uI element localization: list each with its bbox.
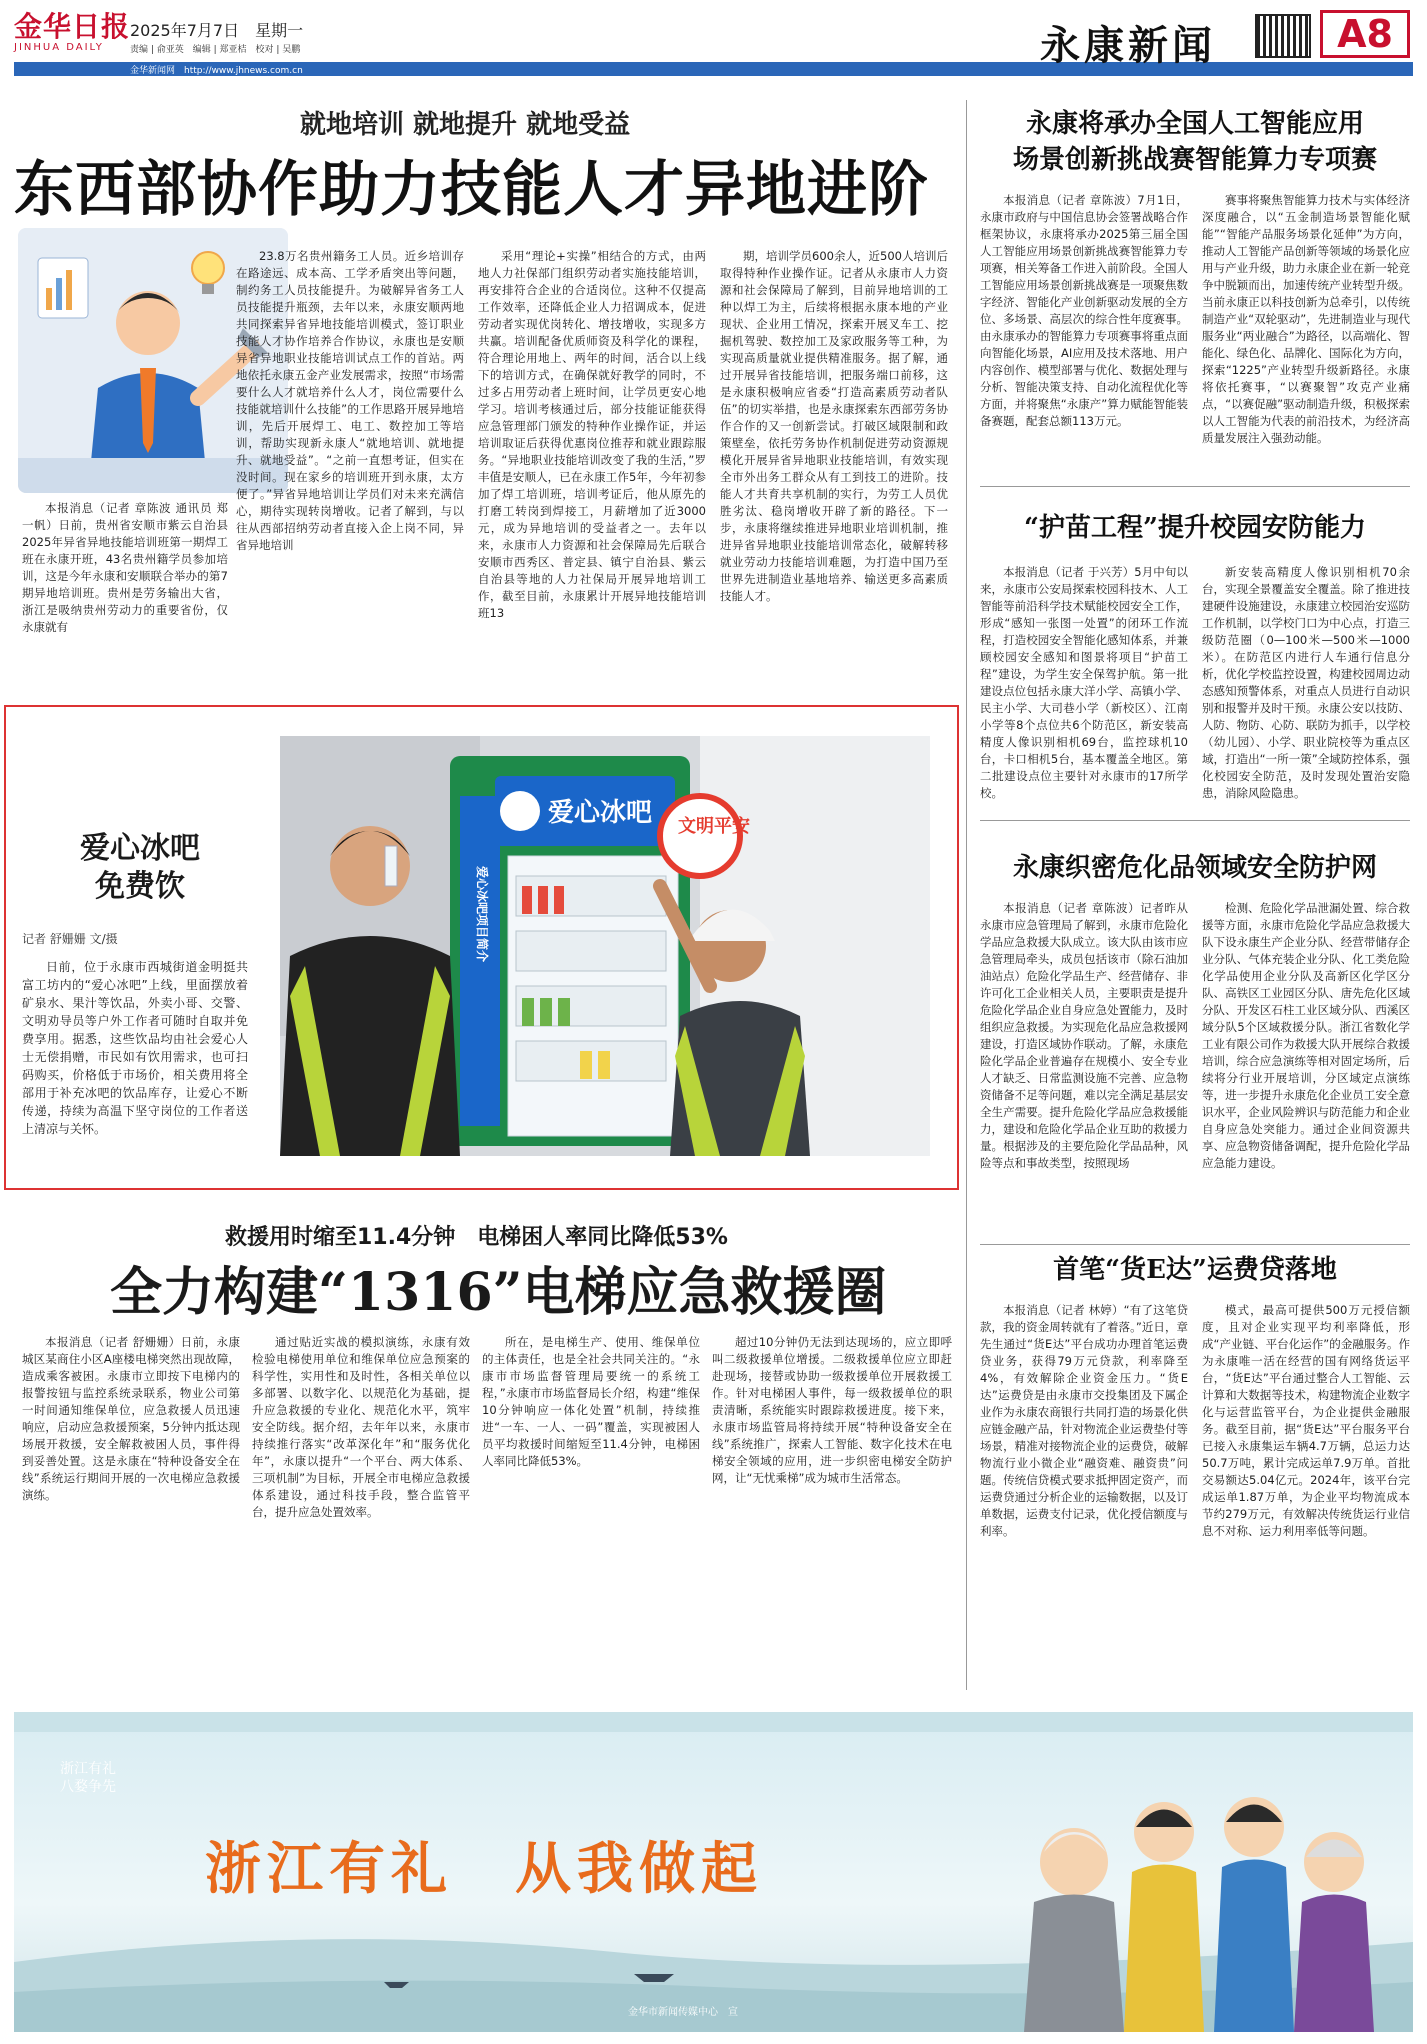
feature-byline: 记者 舒姗姗 文/摄	[22, 932, 118, 946]
lead-paragraph: 本报消息（记者 章陈波 通讯员 郑一帆）日前，贵州省安顺市紫云自治县2025年异省异地技能培训班第一期焊工班在永康开班，43名贵州籍学员参加培训，这是今年永康和安顺联合举办的第7期异地培训班。贵州是劳务输出大省，浙江是吸纳贵州劳动力的重要省份，仅永康就有	[22, 501, 228, 634]
section-divider	[980, 820, 1410, 821]
right1-title-line: 场景创新挑战赛智能算力专项赛	[1012, 145, 1377, 175]
right1-title	[980, 106, 1410, 178]
lead-paragraph: 期，培训学员600余人，近500人培训后取得特种作业操作证。记者从永康市人力资源和社会保障局了解到，目前异地培训的工种以焊工为主，后续将根据永康本地的产业现状、企业用工情况，探索开展叉车工、挖掘机驾驶、数控加工及家政服务等工种，为实现高质量就业提供精准服务。据了解，通过开展异省技能培训，把服务端口前移，这是永康积极响应省委“打造高素质劳动者队伍”的切实举措，也是永康探索东西部劳务协作合作的又一创新尝试。打破区域限制和政策壁垒，依托劳务协作机制促进劳动资源规模化开展异省异地职业技能培训，有效实现全市外出务工群众从有工到技工的进阶。技能人才共育共享机制的实行，为劳工人员优胜劣汰、稳岗增收开辟了新的路径。下一步，永康将继续推进异地职业培训机制，推进异省异地职业技能培训常态化，破解转移就业劳动力技能培训难题，为打造中国乃至世界先进制造业基地培养、输送更多高素质技能人才。	[720, 249, 948, 603]
right2-paragraph: 新安装高精度人像识别相机70余台，实现全景覆盖安全覆盖。除了推进技建硬件设施建设，永康建立校园治安巡防工作机制，以学校门口为中心点，打造三级防范圈（0—100米—500米—1000米）。在防范区内进行人车通行信息分析，优化学校监控设置，构建校园周边动态感知预警体系，对重点人员进行自动识别和报警并及时干预。永康公安以技防、人防、物防、心防、联防为抓手，以学校（幼儿园）、小学、职业院校等为重点区域，打造出“一所一策”全域防控体系，强化校园安全防范，及时发现处置治安隐患，消除风险隐患。	[1202, 565, 1410, 800]
elevator-col-d	[712, 1334, 952, 1688]
elevator-kicker: 救援用时缩至11.4分钟 电梯困人率同比降低53%	[225, 1225, 728, 1250]
right1-paragraph: 本报消息（记者 章陈波）7月1日，永康市政府与中国信息协会签署战略合作框架协议，永康将承办2025第三届全国人工智能应用场景创新挑战赛智能算力专项赛，相关筹备工作进入前阶段。全国人工智能应用场景创新挑战赛是一项聚焦数字经济、智能化产业创新驱动发展的全方位、多场景、高层次的综合性年度赛事。由永康承办的智能算力专项赛事将重点面向智能化场景，AI应用及技术落地、用户内容创作、模型部署与优化、数据处理与分析、智能决策支持、自动化流程优化等方面，并将聚焦“永康产”算力赋能智能装备赛题，配套总额113万元。	[980, 193, 1188, 428]
column-divider	[966, 100, 967, 1690]
section-title: 永康新闻	[1040, 22, 1216, 69]
elevator-paragraph: 本报消息（记者 舒姗姗）日前，永康城区某商住小区A座楼电梯突然出现故障，造成乘客被困。永康市立即按下电梯内的报警按钮与监控系统录联系，物业公司第一时间通知维保单位，应急救援人员迅速响应，启动应急救援预案，5分钟内抵达现场展开救援，安全解救被困人员，事件得到妥善处置。这是永康在“特种设备安全在线”系统运行期间开展的一次电梯应急救援演练。	[22, 1335, 240, 1502]
editor-credits: 责编 | 俞亚英 编辑 | 郑亚桔 校对 | 吴鹏	[130, 45, 301, 55]
elevator-headline: 全力构建“1316”电梯应急救援圈	[110, 1262, 887, 1323]
right2-title: “护苗工程”提升校园安防能力	[1024, 513, 1366, 543]
site-url: 金华新闻网 http://www.jhnews.com.cn	[130, 66, 303, 76]
feature-title	[40, 830, 240, 906]
right1-col-a	[980, 192, 1188, 476]
elevator-col-a	[22, 1334, 240, 1688]
lead-col-1	[236, 248, 464, 684]
elevator-col-c	[482, 1334, 700, 1688]
lead-headline: 东西部协作助力技能人才异地进阶	[14, 155, 929, 225]
right3-title: 永康织密危化品领域安全防护网	[1012, 853, 1377, 883]
issue-date: 2025年7月7日 星期一	[130, 21, 304, 40]
right3-paragraph: 检测、危险化学品泄漏处置、综合救援等方面，永康市危险化学品应急救援大队下设永康生产企业分队、经营带储存企业分队、气体充装企业分队、化工类危险化学品使用企业分队及高新区化学区分队、高铁区工业园区分队、唐先危化区域分队、开发区石柱工业区域分队、西溪区域分队5个区域救援分队。浙江省数化学工业有限公司作为救援大队开展综合救援培训，综合应急演练等相对固定场所，后续将分行业开展培训，分区域定点演练等，进一步提升永康危化企业员工安全意识水平，企业风险辨识与防范能力和企业自身应急处突能力。通过企业间资源共享、应急物资储备调配，提升危险化学品应急能力建设。	[1202, 901, 1410, 1170]
lead-col-2	[478, 248, 706, 684]
right4-paragraph: 模式，最高可提供500万元授信额度，且对企业实现平均利率降低，形成“产业链、平台化运作”的金融服务。作为永康唯一活在经营的国有网络货运平台，“货E达”平台通过整合人工智能、云计算和大数据等技术，构建物流企业数字化与运营监管平台，为企业提供金融服务。截至目前，据“货E达”平台服务平台已接入永康集运车辆4.7万辆，总运力达50.7万吨，累计完成运单7.9万单。首批交易额达5.04亿元。2024年，该平台完成运单1.87万单，为企业平均物流成本节约279万元，有效解决传统货运行业信息不对称、运力利用率低等问题。	[1202, 1303, 1410, 1538]
elevator-paragraph: 所在，是电梯生产、使用、维保单位的主体责任，也是全社会共同关注的。“永康市市场监督管理局要统一的系统工程，”永康市市场监督局长介绍，构建“维保10分钟响应一体化处置”机制，持续推进“一车、一人、一码”覆盖，实现被困人员平均救援时间缩短至11.4分钟，电梯困人率同比降低53%。	[482, 1335, 700, 1468]
lead-col-0	[22, 500, 228, 684]
section-divider	[980, 486, 1410, 487]
banner-slogan: 浙江有礼 从我做起	[205, 1836, 763, 1902]
logo-en-text: JINHUA DAILY	[14, 42, 104, 53]
fridge-sign: 爱心冰吧	[548, 798, 653, 828]
right1-col-b	[1202, 192, 1410, 476]
right3-paragraph: 本报消息（记者 章陈波）记者昨从永康市应急管理局了解到，永康市危险化学品应急救援大队成立。该大队由该市应急管理局牵头，成员包括该市（除石油加油站点）危险化学品生产、经营储存、非许可化工企业相关人员，主要职责是提升危险化学品企业自身应急处置能力，及时组织应急救援。为实现危化品应急救援网建设，打造区域协作联动。了解，永康危险化学品企业普遍存在规模小、安全专业人才缺乏、日常监测设施不完善、应急物资储备不足等问题，难以完全满足基层安全生产需要。提升危险化学品应急救援能力，建设和危险化学品企业互助的救援力量。根据涉及的主要危险化学品品种，风险等点和事故类型，按照现场	[980, 901, 1188, 1170]
banner-credit: 金华市新闻传媒中心 宣	[628, 2007, 738, 2018]
right4-paragraph: 本报消息（记者 林婷）“有了这笔贷款，我的资金周转就有了着落。”近日，章先生通过“货E达”平台成功办理首笔运费贷业务，获得79万元贷款，利率降至4%，有效解除企业资金压力。“货E达”运费贷是由永康市交投集团及下属企业作为永康农商银行共同打造的场景化供应链金融产品，针对物流企业运费垫付等场景，精准对接物流企业的运费贷，破解物流行业小微企业“融资难、融资贵”问题。传统信贷模式要求抵押固定资产，而运费贷通过分析企业的运输数据，以及订单数据，运费支付记录，优化授信额度与利率。	[980, 1303, 1188, 1538]
right2-paragraph: 本报消息（记者 于兴芳）5月中旬以来，永康市公安局探索校园科技木、人工智能等前沿科学技术赋能校园安全工作，形成“感知一张图一处置”的闭环工作流程，打造校园安全智能化感知体系，并兼顾校园安全感知和图景将项目“护苗工程”建设，为学生安全保驾护航。第一批建设点位包括永康大洋小学、高镇小学、民主小学、大司巷小学（新校区）、江南小学等8个点位共6个防范区，新安装高精度人像识别相机69台，监控球机10台，卡口相机5台，基本覆盖全地区。第二批建设点位主要针对永康市的17所学校。	[980, 565, 1188, 800]
elevator-paragraph: 通过贴近实战的模拟演练，永康有效检验电梯使用单位和维保单位应急预案的科学性，实用性和及时性，各相关单位以多部署、以数字化、以规范化为基础，提升应急救援的专业化、规范化水平，筑牢安全防线。据介绍，去年年以来，永康市持续推行落实“改革深化年”和“服务优化年”，永康以提升“一个平台、两大体系、三项机制”为目标，开展全市电梯应急救援体系建设，通过科技手段，整合监管平台，提升应急处置效率。	[252, 1335, 470, 1519]
page-number: A8	[1320, 10, 1410, 58]
fridge-photo	[280, 736, 930, 1156]
right4-col-b	[1202, 1302, 1410, 1688]
right1-title-line: 永康将承办全国人工智能应用	[1025, 109, 1364, 139]
person-sign: 文明平安	[678, 816, 750, 837]
lead-paragraph: 23.8万名贵州籍务工人员。近乡培训存在路途远、成本高、工学矛盾突出等问题，制约务工人员技能提升。为破解异省务工人员技能提升瓶颈，去年以来，永康安顺两地共同探索异省异地技能培训模式，签订职业技能人才协作培养合作协议，永康也是安顺异省异地职业技能培训试点工作的首站。两地依托永康五金产业发展需求，按照“市场需要什么人才就培养什么人才，岗位需要什么技能就培训什么技能”的工作思路开展异地培训，先后开展焊工、电工、数控加工等培训，帮助实现新永康人“就地培训、就地提升、就地受益”。“之前一直想考证，但实在没时间。现在家乡的培训班开到永康，太方便了。”异省异地培训让学员们对未来充满信心，期待实现转岗增收。记者了解到，与以往从西部招纳劳动者直接入企上岗不同，异省异地培训	[236, 249, 464, 552]
elevator-paragraph: 超过10分钟仍无法到达现场的，应立即呼叫二级救援单位增援。二级救援单位应立即赶赴现场，接替或协助一级救援单位开展救援工作。针对电梯困人事件，每一级救援单位的职责清晰，系统能实时跟踪救援进度。接下来，永康市场监管局将持续开展“特种设备安全在线”系统推广，探索人工智能、数字化技术在电梯安全领域的应用，进一步织密电梯安全防护网，让“无忧乘梯”成为城市生活常态。	[712, 1335, 952, 1485]
banner-small-slogan: 浙江有礼 八婺争先	[60, 1761, 116, 1795]
feature-text	[22, 958, 248, 1163]
right2-col-b	[1202, 564, 1410, 808]
logo-text: 金华日报	[14, 10, 131, 43]
lead-paragraph: 采用“理论+实操”相结合的方式，由两地人力社保部门组织劳动者实施技能培训，再安排符合企业的合适岗位。这种不仅提高工作效率，还降低企业人力招调成本，促进劳动者实现优岗转化、增技增收，实现多方共赢。培训配备优质师资及科学化的课程，符合理论用地上、两年的时间，活合以上线下的培训方式，在确保就好教学的同时，不过多占用劳动者上班时间，让学员更安心地学习。培训考核通过后，部分技能证能获得应急管理部门颁发的特种作业操作证，并运培训取证后获得优惠岗位推荐和就业跟踪服务。“异地职业技能培训改变了我的生活，”罗丰值是安顺人，已在永康工作5年，今年初参加了焊工培训班，培训考证后，他从原先的打磨工转岗到焊接工，月薪增加了近3000元，成为异地培训的受益者之一。去年以来，永康市人力资源和社会保障局先后联合安顺市西秀区、普定县、镇宁自治县、紫云自治县等地的人力社保局开展异地培训工作，截至目前，永康累计开展异地技能培训班13	[478, 249, 706, 620]
elevator-col-b	[252, 1334, 470, 1688]
right1-paragraph: 赛事将聚焦智能算力技术与实体经济深度融合，以“五金制造场景智能化赋能”“智能产品服务场景化延伸”为方向，推动人工智能产品创新等领域的场景化应用与产业升级，助力永康企业在新一轮竞争中脱颖而出，加速传统产业转型升级。当前永康正以科技创新为总牵引，以传统制造产业“双轮驱动”，先进制造业与现代服务业“两业融合”为路径，以高端化、智能化、绿色化、品牌化、国际化为方向，探索“1225”产业转型升级新路径。永康将依托赛事，“以赛聚智”攻克产业痛点，“以赛促融”驱动制造升级，积极探索以人工智能为代表的前沿技术，为经济高质量发展注入强劲动能。	[1202, 193, 1410, 445]
feature-paragraph: 日前，位于永康市西城街道金明挺共富工坊内的“爱心冰吧”上线，里面摆放着矿泉水、果汁等饮品，外卖小哥、交警、文明劝导员等户外工作者可随时自取并免费享用。据悉，这些饮品均由社会爱心人士无偿捐赠，市民如有饮用需求，也可扫码购买，价格低于市场价，相关费用将全部用于补充冰吧的饮品库存，让爱心不断传递，持续为高温下坚守岗位的工作者送上清凉与关怀。	[22, 960, 248, 1136]
feature-title-line: 爱心冰吧	[80, 831, 200, 866]
section-divider	[980, 1244, 1410, 1245]
qr-code-icon	[1255, 14, 1311, 58]
right4-title: 首笔“货E达”运费贷落地	[1053, 1255, 1337, 1285]
fridge-panel-text: 爱心冰吧项目简介	[475, 866, 489, 963]
right4-col-a	[980, 1302, 1188, 1688]
lead-kicker: 就地培训 就地提升 就地受益	[300, 110, 631, 140]
feature-title-line: 免费饮	[95, 869, 185, 904]
right3-col-a	[980, 900, 1188, 1234]
right2-col-a	[980, 564, 1188, 808]
right3-col-b	[1202, 900, 1410, 1234]
lead-col-3	[720, 248, 948, 684]
